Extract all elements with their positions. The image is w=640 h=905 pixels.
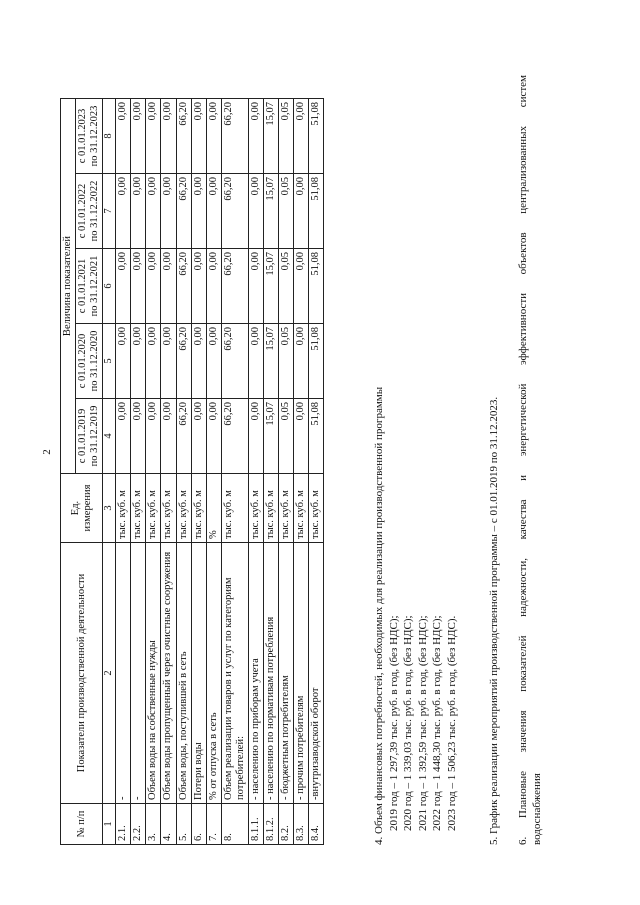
row-value: 0,00 [191,249,206,324]
row-value: 0,00 [294,99,309,174]
row-value: 66,20 [221,249,248,324]
row-value: 0,00 [146,324,161,399]
row-number: 2.1. [116,804,131,845]
row-value: 66,20 [176,99,191,174]
row-value: 15,07 [263,99,278,174]
row-value: 0,00 [191,99,206,174]
notes-section [372,75,545,845]
row-value: 0,05 [278,399,293,474]
row-value: 66,20 [221,174,248,249]
header-column-number: 6 [103,249,116,324]
row-value: 0,00 [131,99,146,174]
planned-values-paragraph: 6. Плановые значения показателей надежности, качества и энергетической эффективности объектов централизованных систем [516,75,529,845]
row-value: 0,05 [278,324,293,399]
header-indicator: Показатели производственной деятельности [61,543,103,804]
header-period: с 01.01.2020 по 31.12.2020 [76,324,103,399]
table-row [263,99,278,845]
financial-year-line: 2021 год – 1 392,59 тыс. руб. в год, (без НДС); [416,615,429,831]
header-column-number: 2 [103,543,116,804]
row-number: 8.4. [309,804,324,845]
row-unit: тыс. куб. м [131,474,146,543]
header-column-number: 7 [103,174,116,249]
financial-year-line: 2022 год – 1 448,30 тыс. руб. в год, (без НДС); [431,615,443,831]
row-value: 51,08 [309,324,324,399]
row-value: 0,00 [206,174,221,249]
row-value: 51,08 [309,249,324,324]
row-number: 8.3. [294,804,309,845]
row-number: 6. [191,804,206,845]
row-unit: тыс. куб. м [248,474,263,543]
row-value: 0,00 [146,399,161,474]
row-value: 0,00 [131,249,146,324]
row-value: 0,00 [191,324,206,399]
row-value: 0,00 [161,249,176,324]
row-value: 66,20 [176,399,191,474]
row-value: 0,00 [206,324,221,399]
row-unit: тыс. куб. м [146,474,161,543]
row-unit: тыс. куб. м [294,474,309,543]
row-value: 15,07 [263,324,278,399]
row-value: 0,00 [116,249,131,324]
row-value: 66,20 [221,324,248,399]
row-unit: тыс. куб. м [161,474,176,543]
row-value: 15,07 [263,399,278,474]
financial-year-line: 2023 год – 1 506,23 тыс. руб. в год, (без НДС). [445,615,458,831]
row-value: 0,00 [191,399,206,474]
table-row [116,99,131,845]
row-number: 8.2. [278,804,293,845]
row-value: 0,00 [161,324,176,399]
header-column-number: 1 [103,804,116,845]
row-value: 0,00 [116,324,131,399]
row-value: 66,20 [176,324,191,399]
row-unit: тыс. куб. м [278,474,293,543]
financial-year-line: 2020 год – 1 339,03 тыс. руб. в год, (без НДС); [402,615,414,831]
table-row [131,99,146,845]
row-indicator: - [116,543,131,804]
row-unit: тыс. куб. м [263,474,278,543]
row-value: 0,00 [206,399,221,474]
row-unit: тыс. куб. м [221,474,248,543]
row-value: 0,00 [248,249,263,324]
table-row [146,99,161,845]
row-value: 0,00 [191,174,206,249]
row-value: 0,00 [131,399,146,474]
row-indicator: % от отпуска в сеть [206,543,221,804]
row-unit: тыс. куб. м [116,474,131,543]
header-values-group: Величина показателей [61,99,76,474]
row-value: 0,00 [161,399,176,474]
row-value: 0,00 [116,174,131,249]
row-value: 0,05 [278,249,293,324]
header-unit: Ед. измерения [61,474,103,543]
row-value: 15,07 [263,249,278,324]
row-value: 0,00 [116,399,131,474]
row-value: 66,20 [221,399,248,474]
row-value: 0,00 [161,174,176,249]
table-row [221,99,248,845]
page-number: 2 [40,449,53,455]
row-number: 8. [221,804,248,845]
row-number: 5. [176,804,191,845]
row-value: 0,05 [278,174,293,249]
row-indicator: - бюджетным потребителям [278,543,293,804]
row-value: 0,00 [248,324,263,399]
row-unit: тыс. куб. м [176,474,191,543]
table-row [248,99,263,845]
row-value: 51,08 [309,99,324,174]
financial-year-line: 2019 год – 1 297,39 тыс. руб. в год, (без НДС); [387,615,400,831]
row-indicator: -внутризаводской оборот [309,543,324,804]
row-indicator: Объем воды на собственные нужды [146,543,161,804]
table-row [161,99,176,845]
row-value: 0,00 [131,324,146,399]
row-number: 3. [146,804,161,845]
row-number: 4. [161,804,176,845]
row-value: 0,00 [294,324,309,399]
row-value: 0,00 [146,249,161,324]
row-unit: % [206,474,221,543]
row-value: 0,00 [131,174,146,249]
table-row [278,99,293,845]
row-value: 66,20 [176,174,191,249]
row-value: 0,00 [206,249,221,324]
row-value: 0,00 [146,99,161,174]
production-indicators-table [60,98,324,845]
table-row [206,99,221,845]
table-row [176,99,191,845]
row-indicator: Объем воды, поступившей в сеть [176,543,191,804]
header-period: с 01.01.2021 по 31.12.2021 [76,249,103,324]
schedule-paragraph: 5. График реализации мероприятий производственной программы – с 01.01.2019 по 31.12.2023. [488,396,500,845]
row-value: 0,00 [294,174,309,249]
row-indicator: - прочим потребителям [294,543,309,804]
row-indicator: - населению по нормативам потребления [263,543,278,804]
row-value: 0,00 [116,99,131,174]
row-unit: тыс. куб. м [191,474,206,543]
row-number: 8.1.2. [263,804,278,845]
row-value: 0,05 [278,99,293,174]
row-value: 0,00 [248,99,263,174]
row-value: 15,07 [263,174,278,249]
row-value: 0,00 [146,174,161,249]
row-number: 2.2. [131,804,146,845]
header-column-number: 5 [103,324,116,399]
row-value: 51,08 [309,399,324,474]
table-row [191,99,206,845]
header-period: с 01.01.2022 по 31.12.2022 [76,174,103,249]
row-indicator: Объем воды пропущенный через очистные сооружения [161,543,176,804]
header-period: с 01.01.2019 по 31.12.2019 [76,399,103,474]
header-period: с 01.01.2023 по 31.12.2023 [76,99,103,174]
financial-needs-title: 4. Объем финансовых потребностей, необходимых для реализации производственной программы [373,386,385,845]
row-value: 0,00 [161,99,176,174]
row-indicator: Потери воды [191,543,206,804]
header-column-number: 4 [103,399,116,474]
table-row [309,99,324,845]
header-number: № п/п [61,804,103,845]
row-value: 0,00 [206,99,221,174]
row-number: 7. [206,804,221,845]
table-row [294,99,309,845]
row-value: 0,00 [294,399,309,474]
planned-values-paragraph-end: водоснабжения [531,773,543,845]
row-unit: тыс. куб. м [309,474,324,543]
row-value: 0,00 [294,249,309,324]
row-indicator: - населению по приборам учета [248,543,263,804]
row-value: 0,00 [248,399,263,474]
row-value: 66,20 [176,249,191,324]
header-column-number: 3 [103,474,116,543]
row-value: 51,08 [309,174,324,249]
row-value: 66,20 [221,99,248,174]
row-indicator: - [131,543,146,804]
header-column-number: 8 [103,99,116,174]
row-value: 0,00 [248,174,263,249]
row-number: 8.1.1. [248,804,263,845]
row-indicator: Объем реализации товаров и услуг по категориям потребителей: [221,543,248,804]
rotated-page-content [60,35,620,845]
